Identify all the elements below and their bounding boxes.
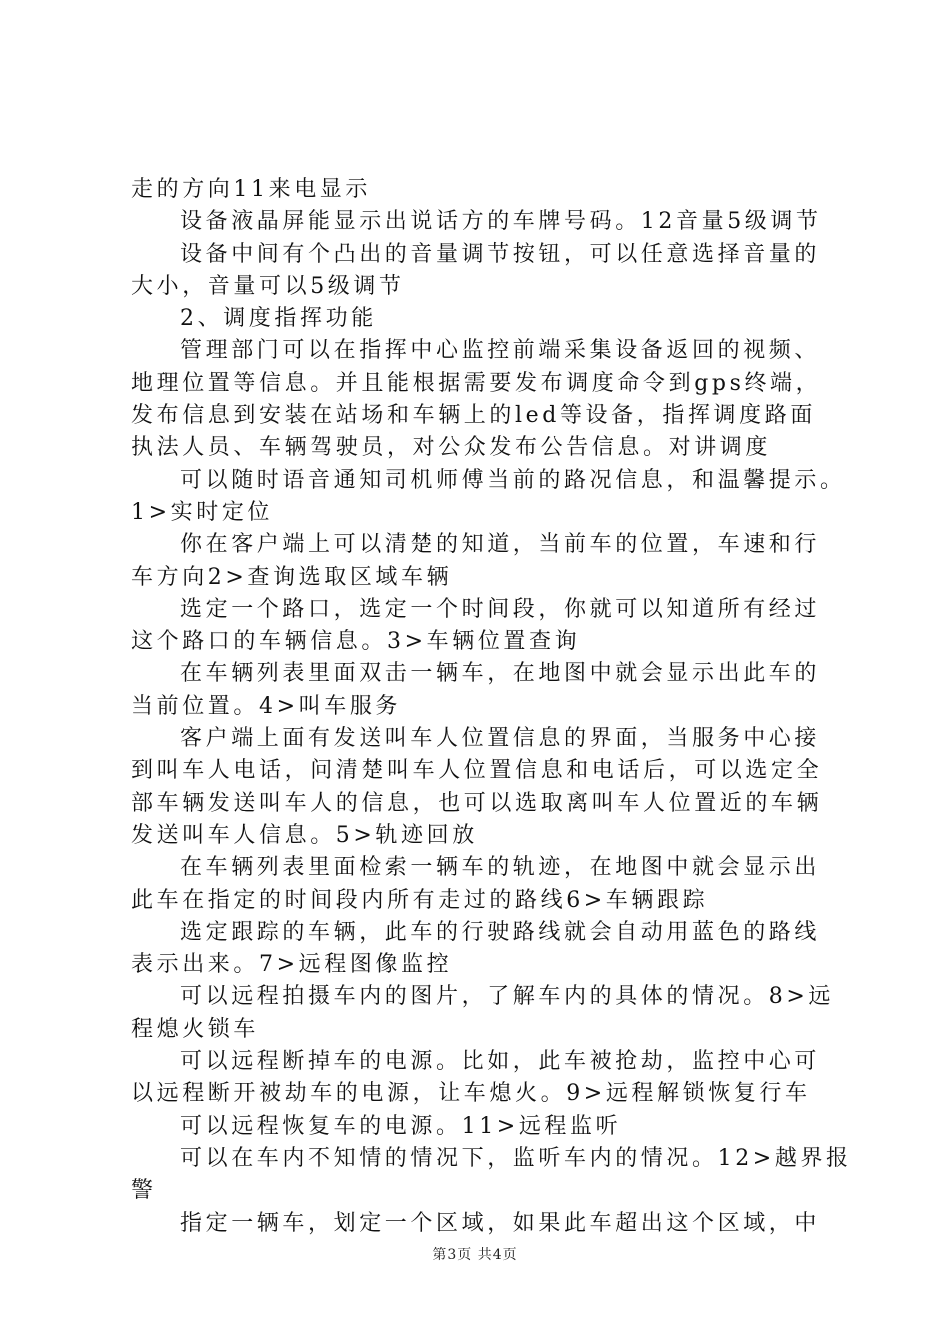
text-line: 在车辆列表里面双击一辆车，在地图中就会显示出此车的: [180, 661, 821, 687]
page-number-label: 第3页 共4页: [432, 1247, 518, 1263]
text-line: 发送叫车人信息。5>轨迹回放: [131, 822, 478, 848]
text-line: 以远程断开被劫车的电源，让车熄火。9>远程解锁恢复行车: [131, 1081, 811, 1107]
text-line: 当前位置。4>叫车服务: [131, 693, 402, 719]
text-line: 发布信息到安装在站场和车辆上的led等设备，指挥调度路面: [131, 403, 816, 429]
text-line: 程熄火锁车: [131, 1016, 260, 1042]
text-line: 可以远程拍摄车内的图片，了解车内的具体的情况。8>远: [180, 984, 835, 1010]
text-line: 1>实时定位: [131, 499, 274, 525]
text-line: 选定跟踪的车辆，此车的行驶路线就会自动用蓝色的路线: [180, 919, 821, 945]
text-line: 指定一辆车，划定一个区域，如果此车超出这个区域，中: [180, 1210, 821, 1236]
section-heading: 2、调度指挥功能: [180, 306, 377, 332]
text-line: 这个路口的车辆信息。3>车辆位置查询: [131, 629, 581, 655]
text-line: 管理部门可以在指挥中心监控前端采集设备返回的视频、: [180, 338, 821, 364]
text-line: 设备液晶屏能显示出说话方的车牌号码。12音量5级调节: [180, 209, 822, 235]
text-line: 在车辆列表里面检索一辆车的轨迹，在地图中就会显示出: [180, 855, 821, 881]
text-line: 大小，音量可以5级调节: [131, 273, 405, 299]
text-line: 走的方向11来电显示: [131, 177, 371, 202]
text-line: 可以随时语音通知司机师傅当前的路况信息，和温馨提示。: [180, 467, 846, 493]
text-line: 车方向2>查询选取区域车辆: [131, 564, 453, 590]
body-text: [131, 174, 852, 1240]
text-line: 地理位置等信息。并且能根据需要发布调度命令到gps终端，: [131, 370, 822, 396]
text-line: 可以远程恢复车的电源。11>远程监听: [180, 1113, 622, 1139]
text-line: 客户端上面有发送叫车人位置信息的界面，当服务中心接: [180, 726, 821, 752]
text-line: 你在客户端上可以清楚的知道，当前车的位置，车速和行: [180, 532, 821, 558]
text-line: 警: [131, 1178, 157, 1204]
text-line: 执法人员、车辆驾驶员，对公众发布公告信息。对讲调度: [131, 435, 772, 461]
text-line: 到叫车人电话，问清楚叫车人位置信息和电话后，可以选定全: [131, 758, 823, 784]
text-line: 可以在车内不知情的情况下，监听车内的情况。12>越界报: [180, 1145, 852, 1171]
text-line: 设备中间有个凸出的音量调节按钮，可以任意选择音量的: [180, 241, 821, 267]
text-line: 表示出来。7>远程图像监控: [131, 952, 453, 978]
text-line: 此车在指定的时间段内所有走过的路线6>车辆跟踪: [131, 887, 709, 913]
text-line: 部车辆发送叫车人的信息，也可以选取离叫车人位置近的车辆: [131, 790, 823, 816]
page-footer: [0, 1244, 950, 1264]
text-line: 选定一个路口，选定一个时间段，你就可以知道所有经过: [180, 596, 821, 622]
text-line: 可以远程断掉车的电源。比如，此车被抢劫，监控中心可: [180, 1049, 821, 1075]
